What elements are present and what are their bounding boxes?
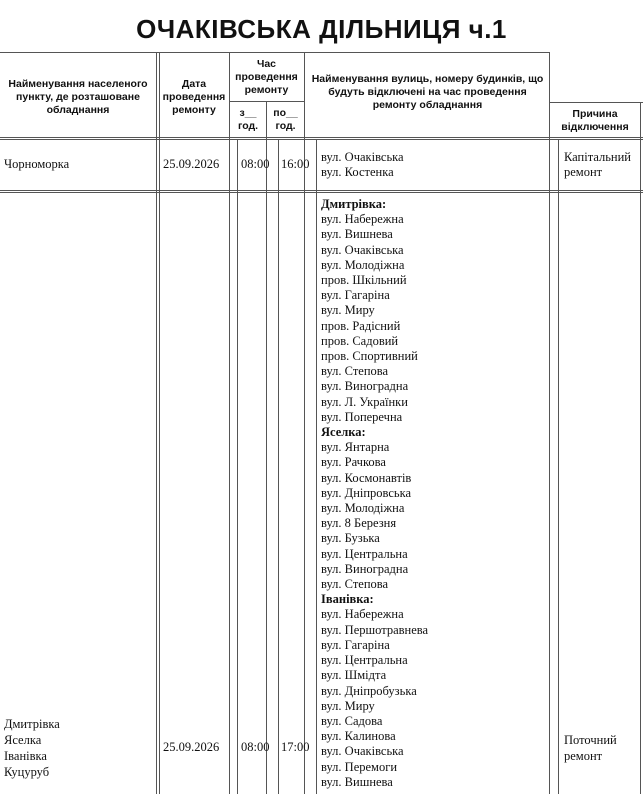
street-item: вул. Очаківська	[321, 744, 404, 759]
row-locality: Куцуруб	[4, 765, 50, 779]
street-item: вул. Поперечна	[321, 409, 403, 424]
row-time-to: 16:00	[281, 157, 310, 171]
row-street: вул. Костенка	[321, 165, 394, 179]
street-item: вул. Гагаріна	[321, 637, 390, 652]
row-reason: Поточний	[564, 733, 617, 747]
header-streets: Найменування вулиць, номеру будинків, що будуть відключені на час проведення ремонту обладнання	[311, 72, 544, 111]
header-to: по__ год.	[273, 106, 298, 132]
street-item: вул. Центральна	[321, 546, 408, 561]
street-item: вул. 8 Березня	[321, 516, 397, 531]
street-item: пров. Шкільний	[321, 273, 407, 288]
street-item: вул. Шмідта	[321, 668, 387, 683]
street-item: вул. Центральна	[321, 653, 408, 668]
street-item: вул. Дніпробузька	[321, 683, 417, 698]
row-time-to: 17:00	[281, 740, 310, 754]
header-reason: Причина відключення	[561, 107, 629, 133]
street-item: вул. Калинова	[321, 729, 396, 744]
header-from: з__ год.	[237, 106, 259, 132]
street-item: вул. Набережна	[321, 212, 404, 227]
village-group-label: Яселка:	[321, 425, 366, 440]
street-list	[321, 197, 557, 790]
street-item: вул. Молодіжна	[321, 501, 405, 516]
row-time-from: 08:00	[241, 157, 270, 171]
row-street: вул. Очаківська	[321, 150, 404, 164]
street-item: пров. Радісний	[321, 318, 401, 333]
page-title: ОЧАКІВСЬКА ДІЛЬНИЦЯ ч.1	[136, 14, 507, 44]
street-item: вул. Миру	[321, 303, 375, 318]
row-reason: ремонт	[564, 165, 603, 179]
street-item: вул. Першотравнева	[321, 622, 429, 637]
street-item: вул. Вишнева	[321, 227, 393, 242]
village-group-label: Іванівка:	[321, 592, 374, 607]
row-date: 25.09.2026	[163, 740, 220, 754]
row-time-from: 08:00	[241, 740, 270, 754]
street-item: вул. Рачкова	[321, 455, 386, 470]
street-item: вул. Янтарна	[321, 440, 390, 455]
street-item: вул. Космонавтів	[321, 470, 412, 485]
row-reason: Капітальний	[564, 150, 631, 164]
row-reason: ремонт	[564, 749, 603, 763]
street-item: вул. Виноградна	[321, 561, 409, 576]
street-item: вул. Очаківська	[321, 242, 404, 257]
street-item: вул. Молодіжна	[321, 257, 405, 272]
street-item: вул. Дніпровська	[321, 485, 412, 500]
header-time: Час проведення ремонту	[235, 57, 298, 96]
street-item: вул. Садова	[321, 713, 383, 728]
village-group-label: Дмитрівка:	[321, 197, 387, 211]
row-locality: Іванівка	[4, 749, 47, 763]
street-item: вул. Вишнева	[321, 774, 393, 789]
row-locality: Чорноморка	[4, 157, 70, 171]
header-date: Дата проведення ремонту	[162, 78, 226, 116]
row-date: 25.09.2026	[163, 157, 220, 171]
street-item: вул. Виноградна	[321, 379, 409, 394]
street-item: вул. Перемоги	[321, 759, 398, 774]
street-item: вул. Степова	[321, 577, 389, 592]
street-item: вул. Набережна	[321, 607, 404, 622]
street-item: вул. Л. Українки	[321, 394, 408, 409]
street-item: вул. Степова	[321, 364, 389, 379]
row-locality: Яселка	[4, 733, 42, 747]
row-locality: Дмитрівка	[4, 717, 60, 731]
street-item: вул. Бузька	[321, 531, 380, 546]
table-row	[0, 140, 643, 190]
header-locality: Найменування населеного пункту, де розташоване обладнання	[8, 78, 148, 116]
street-item: пров. Спортивний	[321, 349, 418, 364]
street-item: пров. Садовий	[321, 333, 399, 348]
street-item: вул. Миру	[321, 698, 375, 713]
street-item: вул. Гагаріна	[321, 288, 390, 303]
